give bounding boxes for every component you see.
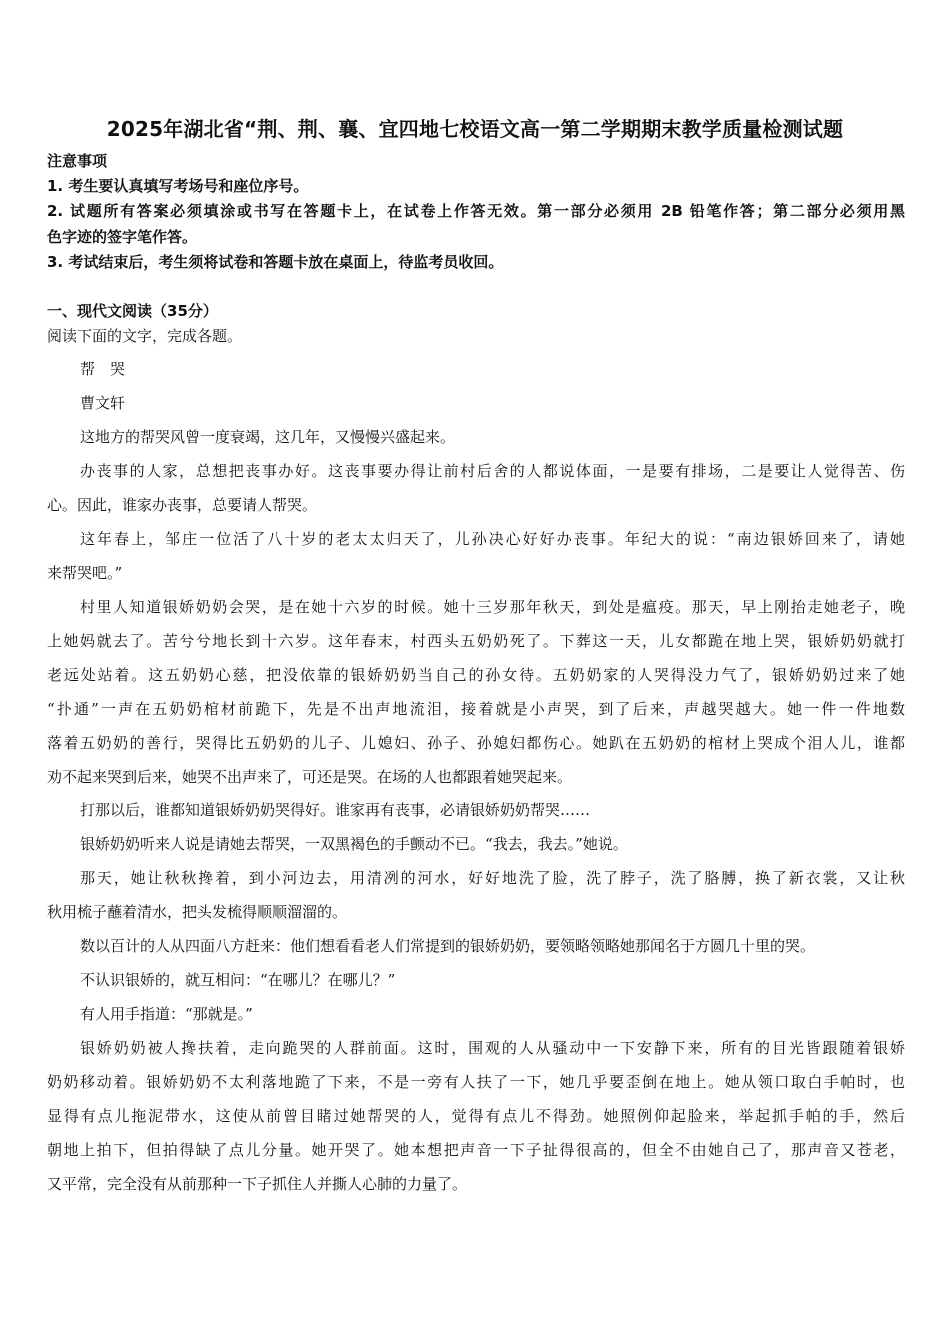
article-author: 曹文轩: [80, 393, 126, 412]
section-heading: 一、现代文阅读（35分）: [47, 302, 218, 320]
article-line: 村里人知道银娇奶奶会哭，是在她十六岁的时候。她十三岁那年秋天，到处是瘟疫。那天，早上刚抬走她老子，晚: [80, 597, 905, 616]
notes-line: 3. 考试结束后，考生须将试卷和答题卡放在桌面上，待监考员收回。: [47, 252, 504, 271]
article-line: 这年春上，邹庄一位活了八十岁的老太太归天了，儿孙决心好好办丧事。年纪大的说：“南边银娇回来了，请她: [80, 529, 905, 548]
article-line: 朝地上拍下，但拍得缺了点儿分量。她开哭了。她本想把声音一下子扯得很高的，但全不由她自己了，那声音又苍老，: [47, 1141, 905, 1160]
notes-line: 2. 试题所有答案必须填涂或书写在答题卡上，在试卷上作答无效。第一部分必须用 2B 铅笔作答；第二部分必须用黑: [47, 202, 905, 221]
article-line: 银娇奶奶听来人说是请她去帮哭，一双黑褐色的手颤动不已。“我去，我去。”她说。: [80, 835, 628, 854]
article-line: 显得有点儿拖泥带水，这使从前曾目睹过她帮哭的人，觉得有点儿不得劲。她照例仰起脸来，举起抓手帕的手，然后: [47, 1107, 905, 1126]
article-line: 秋用梳子蘸着清水，把头发梳得顺顺溜溜的。: [47, 903, 348, 922]
article-line: 又平常，完全没有从前那种一下子抓住人并撕人心肺的力量了。: [47, 1175, 468, 1194]
section-intro: 阅读下面的文字，完成各题。: [47, 327, 243, 345]
article-line: 劝不起来哭到后来，她哭不出声来了，可还是哭。在场的人也都跟着她哭起来。: [47, 767, 573, 786]
article-line: 不认识银娇的，就互相问：“在哪儿？在哪儿？”: [80, 971, 396, 990]
article-line: “扑通”一声在五奶奶棺材前跪下，先是不出声地流泪，接着就是小声哭，到了后来，声越哭越大。她一件一件地数: [47, 699, 905, 718]
article-line: 老远处站着。这五奶奶心慈，把没依靠的银娇奶奶当自己的孙女待。五奶奶家的人哭得没力气了，银娇奶奶过来了她: [47, 665, 905, 684]
article-line: 有人用手指道：“那就是。”: [80, 1005, 253, 1024]
article-line: 奶奶移动着。银娇奶奶不太利落地跪了下来，不是一旁有人扶了一下，她几乎要歪倒在地上。她从领口取白手帕时，也: [47, 1073, 905, 1092]
article-line: 来帮哭吧。”: [47, 563, 123, 582]
notes-heading: 注意事项: [47, 152, 108, 170]
article-line: 落着五奶奶的善行，哭得比五奶奶的儿子、儿媳妇、孙子、孙媳妇都伤心。她趴在五奶奶的棺材上哭成个泪人儿，谁都: [47, 733, 905, 752]
article-line: 这地方的帮哭风曾一度衰竭，这几年，又慢慢兴盛起来。: [80, 427, 456, 446]
notes-line: 1. 考生要认真填写考场号和座位序号。: [47, 177, 309, 195]
notes-line: 色字迹的签字笔作答。: [47, 227, 198, 246]
page-title: 2025年湖北省“荆、荆、襄、宜四地七校语文高一第二学期期末教学质量检测试题: [106, 117, 844, 141]
article-line: 那天，她让秋秋搀着，到小河边去，用清冽的河水，好好地洗了脸，洗了脖子，洗了胳膊，换了新衣裳，又让秋: [80, 869, 905, 888]
article-line: 银娇奶奶被人搀扶着，走向跪哭的人群前面。这时，围观的人从骚动中一下安静下来，所有的目光皆跟随着银娇: [80, 1039, 905, 1058]
article-line: 上她妈就去了。苦兮兮地长到十六岁。这年春末，村西头五奶奶死了。下葬这一天，儿女都跪在地上哭，银娇奶奶就打: [47, 631, 905, 650]
article-line: 办丧事的人家，总想把丧事办好。这丧事要办得让前村后舍的人都说体面，一是要有排场，二是要让人觉得苦、伤: [80, 461, 905, 480]
article-line: 数以百计的人从四面八方赶来：他们想看看老人们常提到的银娇奶奶，要领略领略她那闻名于方圆几十里的哭。: [80, 937, 816, 956]
article-line: 打那以后，谁都知道银娇奶奶哭得好。谁家再有丧事，必请银娇奶奶帮哭……: [80, 801, 591, 820]
article-line: 心。因此，谁家办丧事，总要请人帮哭。: [47, 495, 318, 514]
article-title: 帮 哭: [80, 360, 126, 378]
